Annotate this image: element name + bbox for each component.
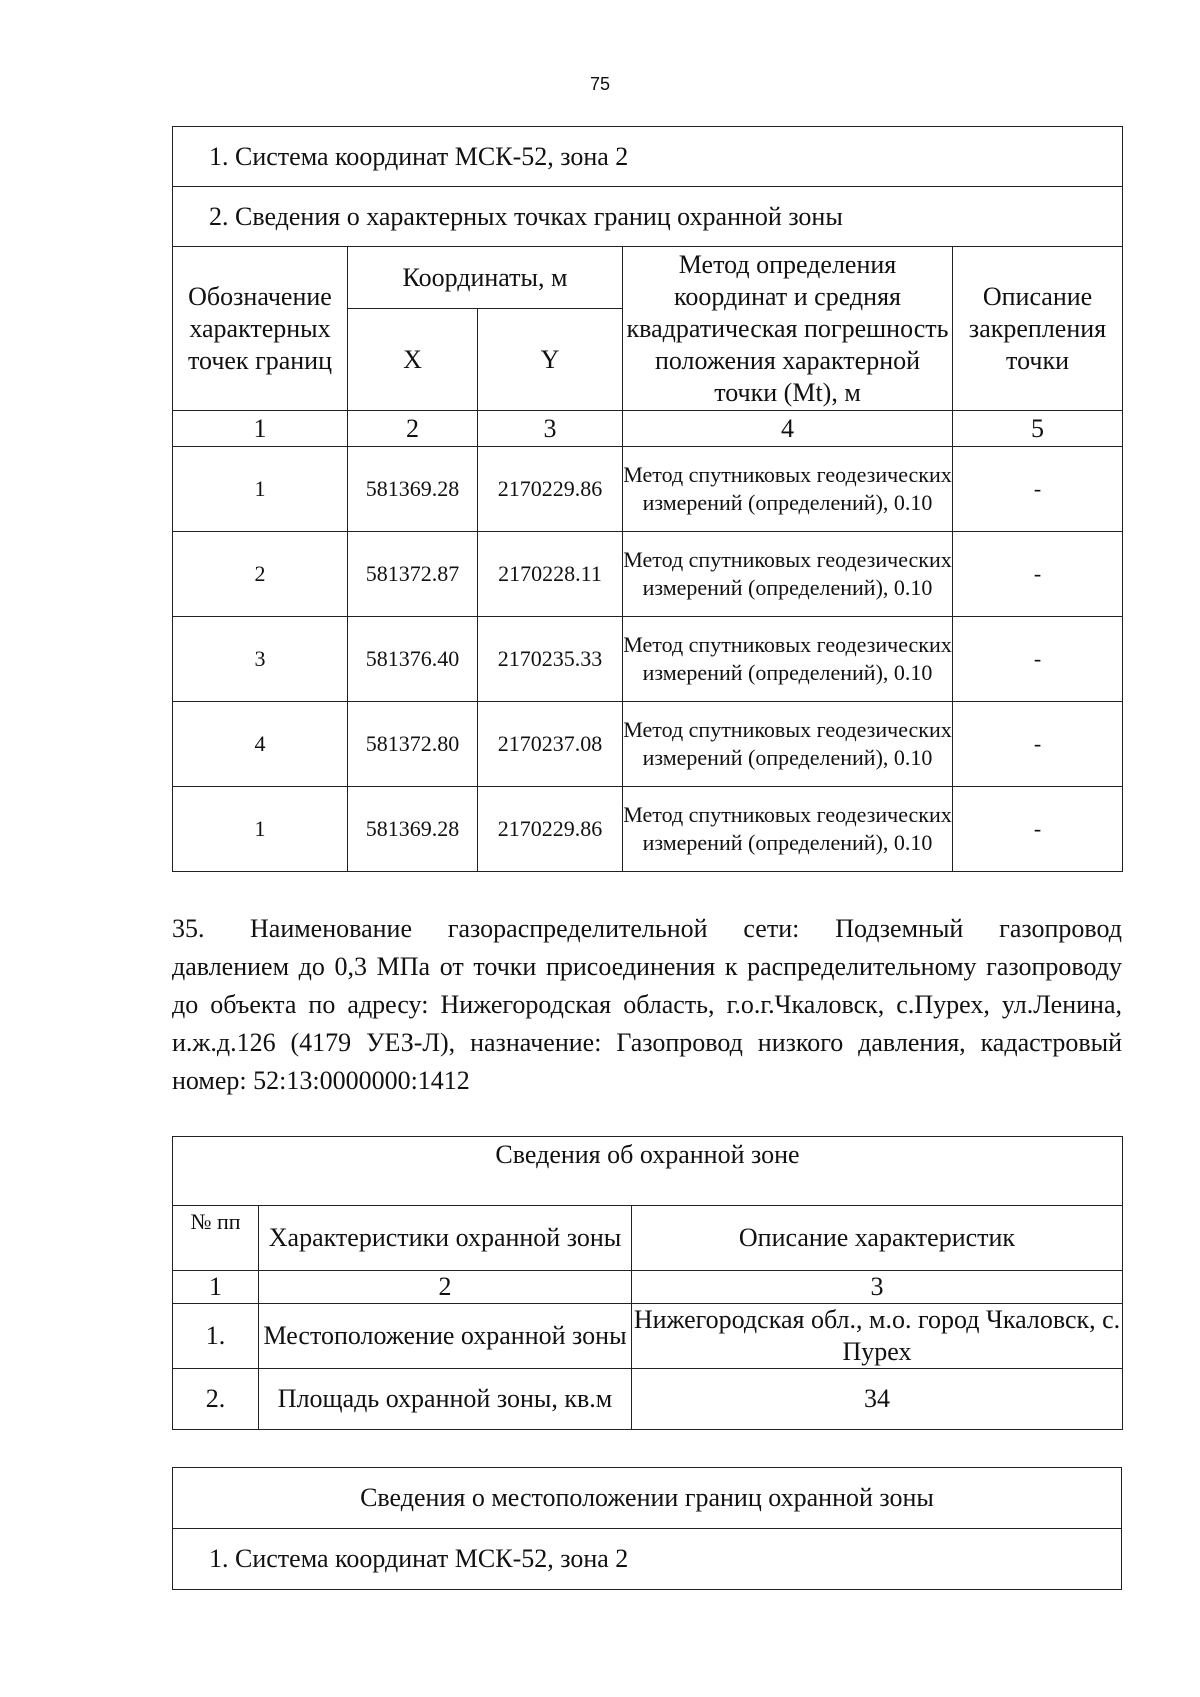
table-row: [173, 1369, 1123, 1430]
point-id: 1: [173, 447, 348, 532]
row-number: 1.: [173, 1304, 259, 1369]
description-value: -: [953, 617, 1123, 702]
method-value: Метод спутниковых геодезических измерений (определений), 0.10: [623, 702, 953, 787]
table-row: [173, 532, 1123, 617]
table-row: [173, 617, 1123, 702]
table-row: [173, 1304, 1123, 1369]
y-value: 2170235.33: [478, 617, 623, 702]
column-number: 2: [259, 1271, 632, 1304]
header-designation: Обозначение характерных точек границ: [173, 247, 348, 411]
description-value: -: [953, 447, 1123, 532]
header-method: Метод определения координат и средняя квадратическая погрешность положения характерной точки (Mt), м: [623, 247, 953, 411]
row-number: 2.: [173, 1369, 259, 1430]
point-id: 3: [173, 617, 348, 702]
table-row: [173, 702, 1123, 787]
header-y: Y: [478, 309, 623, 411]
protection-zone-table: [172, 1136, 1123, 1430]
table-title: Сведения о местоположении границ охранной зоны: [173, 1468, 1122, 1529]
point-id: 1: [173, 787, 348, 872]
header-x: X: [348, 309, 478, 411]
point-id: 2: [173, 532, 348, 617]
table-row: [173, 447, 1123, 532]
column-number: 3: [478, 411, 623, 447]
x-value: 581369.28: [348, 447, 478, 532]
boundary-points-table: [172, 126, 1123, 872]
y-value: 2170229.86: [478, 447, 623, 532]
column-number: 1: [173, 411, 348, 447]
section-title: 2. Сведения о характерных точках границ охранной зоны: [173, 187, 1123, 247]
column-number: 3: [632, 1271, 1123, 1304]
object-paragraph: [172, 910, 1122, 1100]
page-number: 75: [589, 74, 611, 94]
column-number: 5: [953, 411, 1123, 447]
y-value: 2170229.86: [478, 787, 623, 872]
description-value: -: [953, 532, 1123, 617]
description-value: 34: [632, 1369, 1123, 1430]
x-value: 581369.28: [348, 787, 478, 872]
y-value: 2170228.11: [478, 532, 623, 617]
coordinate-system: 1. Система координат МСК-52, зона 2: [173, 1529, 1122, 1590]
boundary-location-table: [172, 1467, 1122, 1590]
description-value: -: [953, 787, 1123, 872]
point-id: 4: [173, 702, 348, 787]
column-number: 4: [623, 411, 953, 447]
paragraph-number: 35.: [172, 914, 205, 943]
table-row: [173, 787, 1123, 872]
x-value: 581372.87: [348, 532, 478, 617]
y-value: 2170237.08: [478, 702, 623, 787]
x-value: 581376.40: [348, 617, 478, 702]
method-value: Метод спутниковых геодезических измерений (определений), 0.10: [623, 532, 953, 617]
description-value: Нижегородская обл., м.о. город Чкаловск, с. Пурех: [632, 1304, 1123, 1369]
characteristic-value: Площадь охранной зоны, кв.м: [259, 1369, 632, 1430]
method-value: Метод спутниковых геодезических измерений (определений), 0.10: [623, 787, 953, 872]
header-characteristic: Характеристики охранной зоны: [259, 1206, 632, 1271]
description-value: -: [953, 702, 1123, 787]
column-number: 1: [173, 1271, 259, 1304]
method-value: Метод спутниковых геодезических измерений (определений), 0.10: [623, 617, 953, 702]
header-description: Описание закрепления точки: [953, 247, 1123, 411]
characteristic-value: Местоположение охранной зоны: [259, 1304, 632, 1369]
paragraph-text: Наименование газораспределительной сети: Подземный газопровод давлением до 0,3 МПа от точки присоединения к распределительному газопроводу до объекта по адресу: Нижегородская область, г.о.г.Чкаловск, с.Пурех, ул.Ленина, и.ж.д.126 (4179 УЕЗ-Л), назначение: Газопровод низкого давления, кадастровый номер: 52:13:0000000:1412: [172, 914, 1122, 1095]
column-number: 2: [348, 411, 478, 447]
table-title: Сведения об охранной зоне: [173, 1137, 1123, 1206]
header-coordinates: Координаты, м: [348, 247, 623, 309]
method-value: Метод спутниковых геодезических измерений (определений), 0.10: [623, 447, 953, 532]
header-num: № пп: [173, 1206, 259, 1271]
x-value: 581372.80: [348, 702, 478, 787]
header-description: Описание характеристик: [632, 1206, 1123, 1271]
coordinate-system: 1. Система координат МСК-52, зона 2: [173, 127, 1123, 187]
